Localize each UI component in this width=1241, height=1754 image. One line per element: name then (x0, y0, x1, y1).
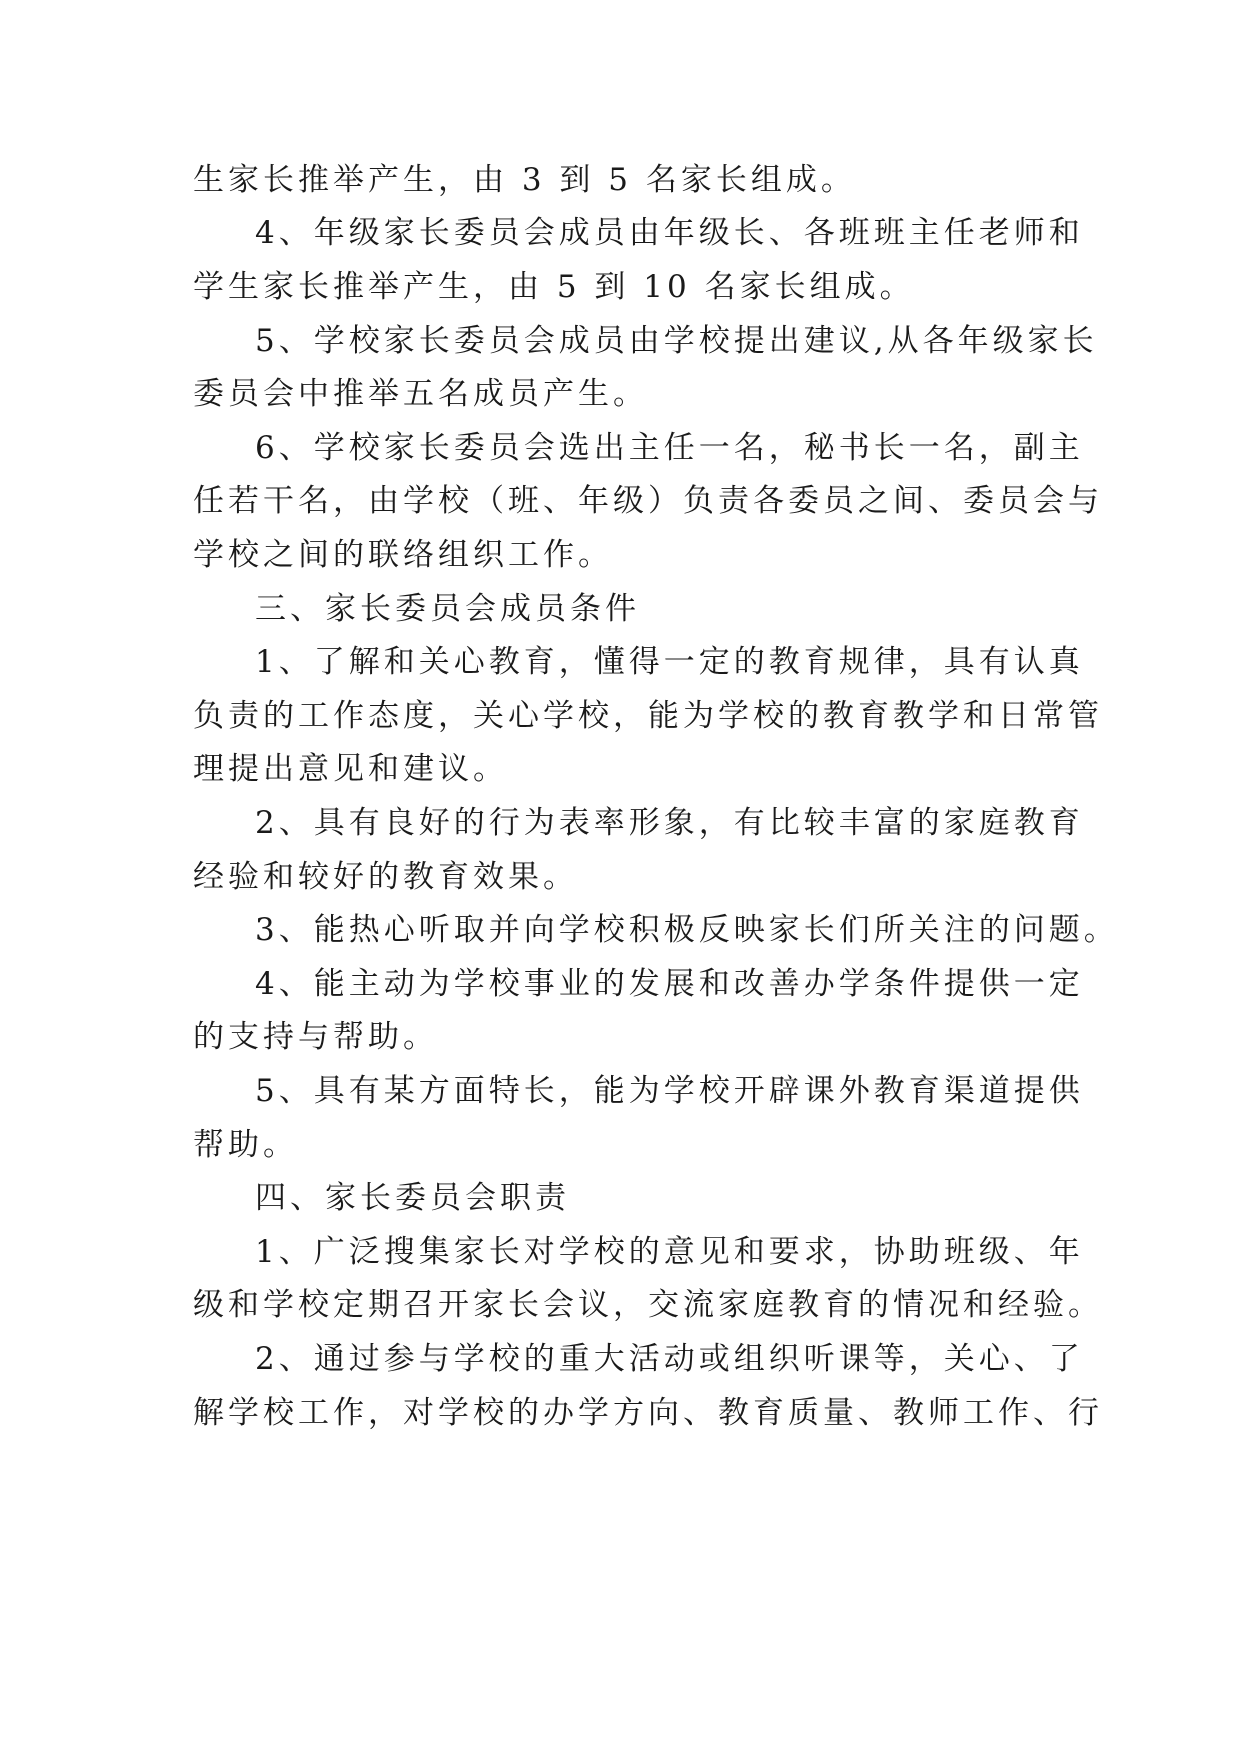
text-line: 帮助。 (193, 1127, 298, 1163)
text-line: 级和学校定期召开家长会议，交流家庭教育的情况和经验。 (193, 1287, 1103, 1323)
text-line: 生家长推举产生，由 3 到 5 名家长组成。 (193, 162, 856, 198)
text-line: 2、具有良好的行为表率形象，有比较丰富的家庭教育 (255, 805, 1084, 841)
text-line: 5、学校家长委员会成员由学校提出建议,从各年级家长 (255, 323, 1098, 359)
text-line: 解学校工作，对学校的办学方向、教育质量、教师工作、行 (193, 1395, 1103, 1431)
text-line: 理提出意见和建议。 (193, 751, 508, 787)
text-line: 2、通过参与学校的重大活动或组织听课等，关心、了 (255, 1341, 1084, 1377)
text-line: 4、能主动为学校事业的发展和改善办学条件提供一定 (255, 966, 1084, 1002)
text-line: 1、广泛搜集家长对学校的意见和要求，协助班级、年 (255, 1234, 1084, 1270)
text-line: 4、年级家长委员会成员由年级长、各班班主任老师和 (255, 215, 1084, 251)
text-line: 学校之间的联络组织工作。 (193, 537, 613, 573)
text-line: 5、具有某方面特长，能为学校开辟课外教育渠道提供 (255, 1073, 1084, 1109)
text-line: 1、了解和关心教育，懂得一定的教育规律，具有认真 (255, 644, 1084, 680)
text-line: 负责的工作态度，关心学校，能为学校的教育教学和日常管 (193, 698, 1103, 734)
section-heading: 四、家长委员会职责 (255, 1180, 570, 1216)
text-line: 学生家长推举产生，由 5 到 10 名家长组成。 (193, 269, 915, 305)
text-line: 的支持与帮助。 (193, 1019, 438, 1055)
text-line: 3、能热心听取并向学校积极反映家长们所关注的问题。 (255, 912, 1119, 948)
text-line: 经验和较好的教育效果。 (193, 859, 578, 895)
section-heading: 三、家长委员会成员条件 (255, 591, 640, 627)
text-line: 任若干名，由学校（班、年级）负责各委员之间、委员会与 (193, 483, 1103, 519)
text-line: 委员会中推举五名成员产生。 (193, 376, 648, 412)
text-line: 6、学校家长委员会选出主任一名，秘书长一名，副主 (255, 430, 1084, 466)
